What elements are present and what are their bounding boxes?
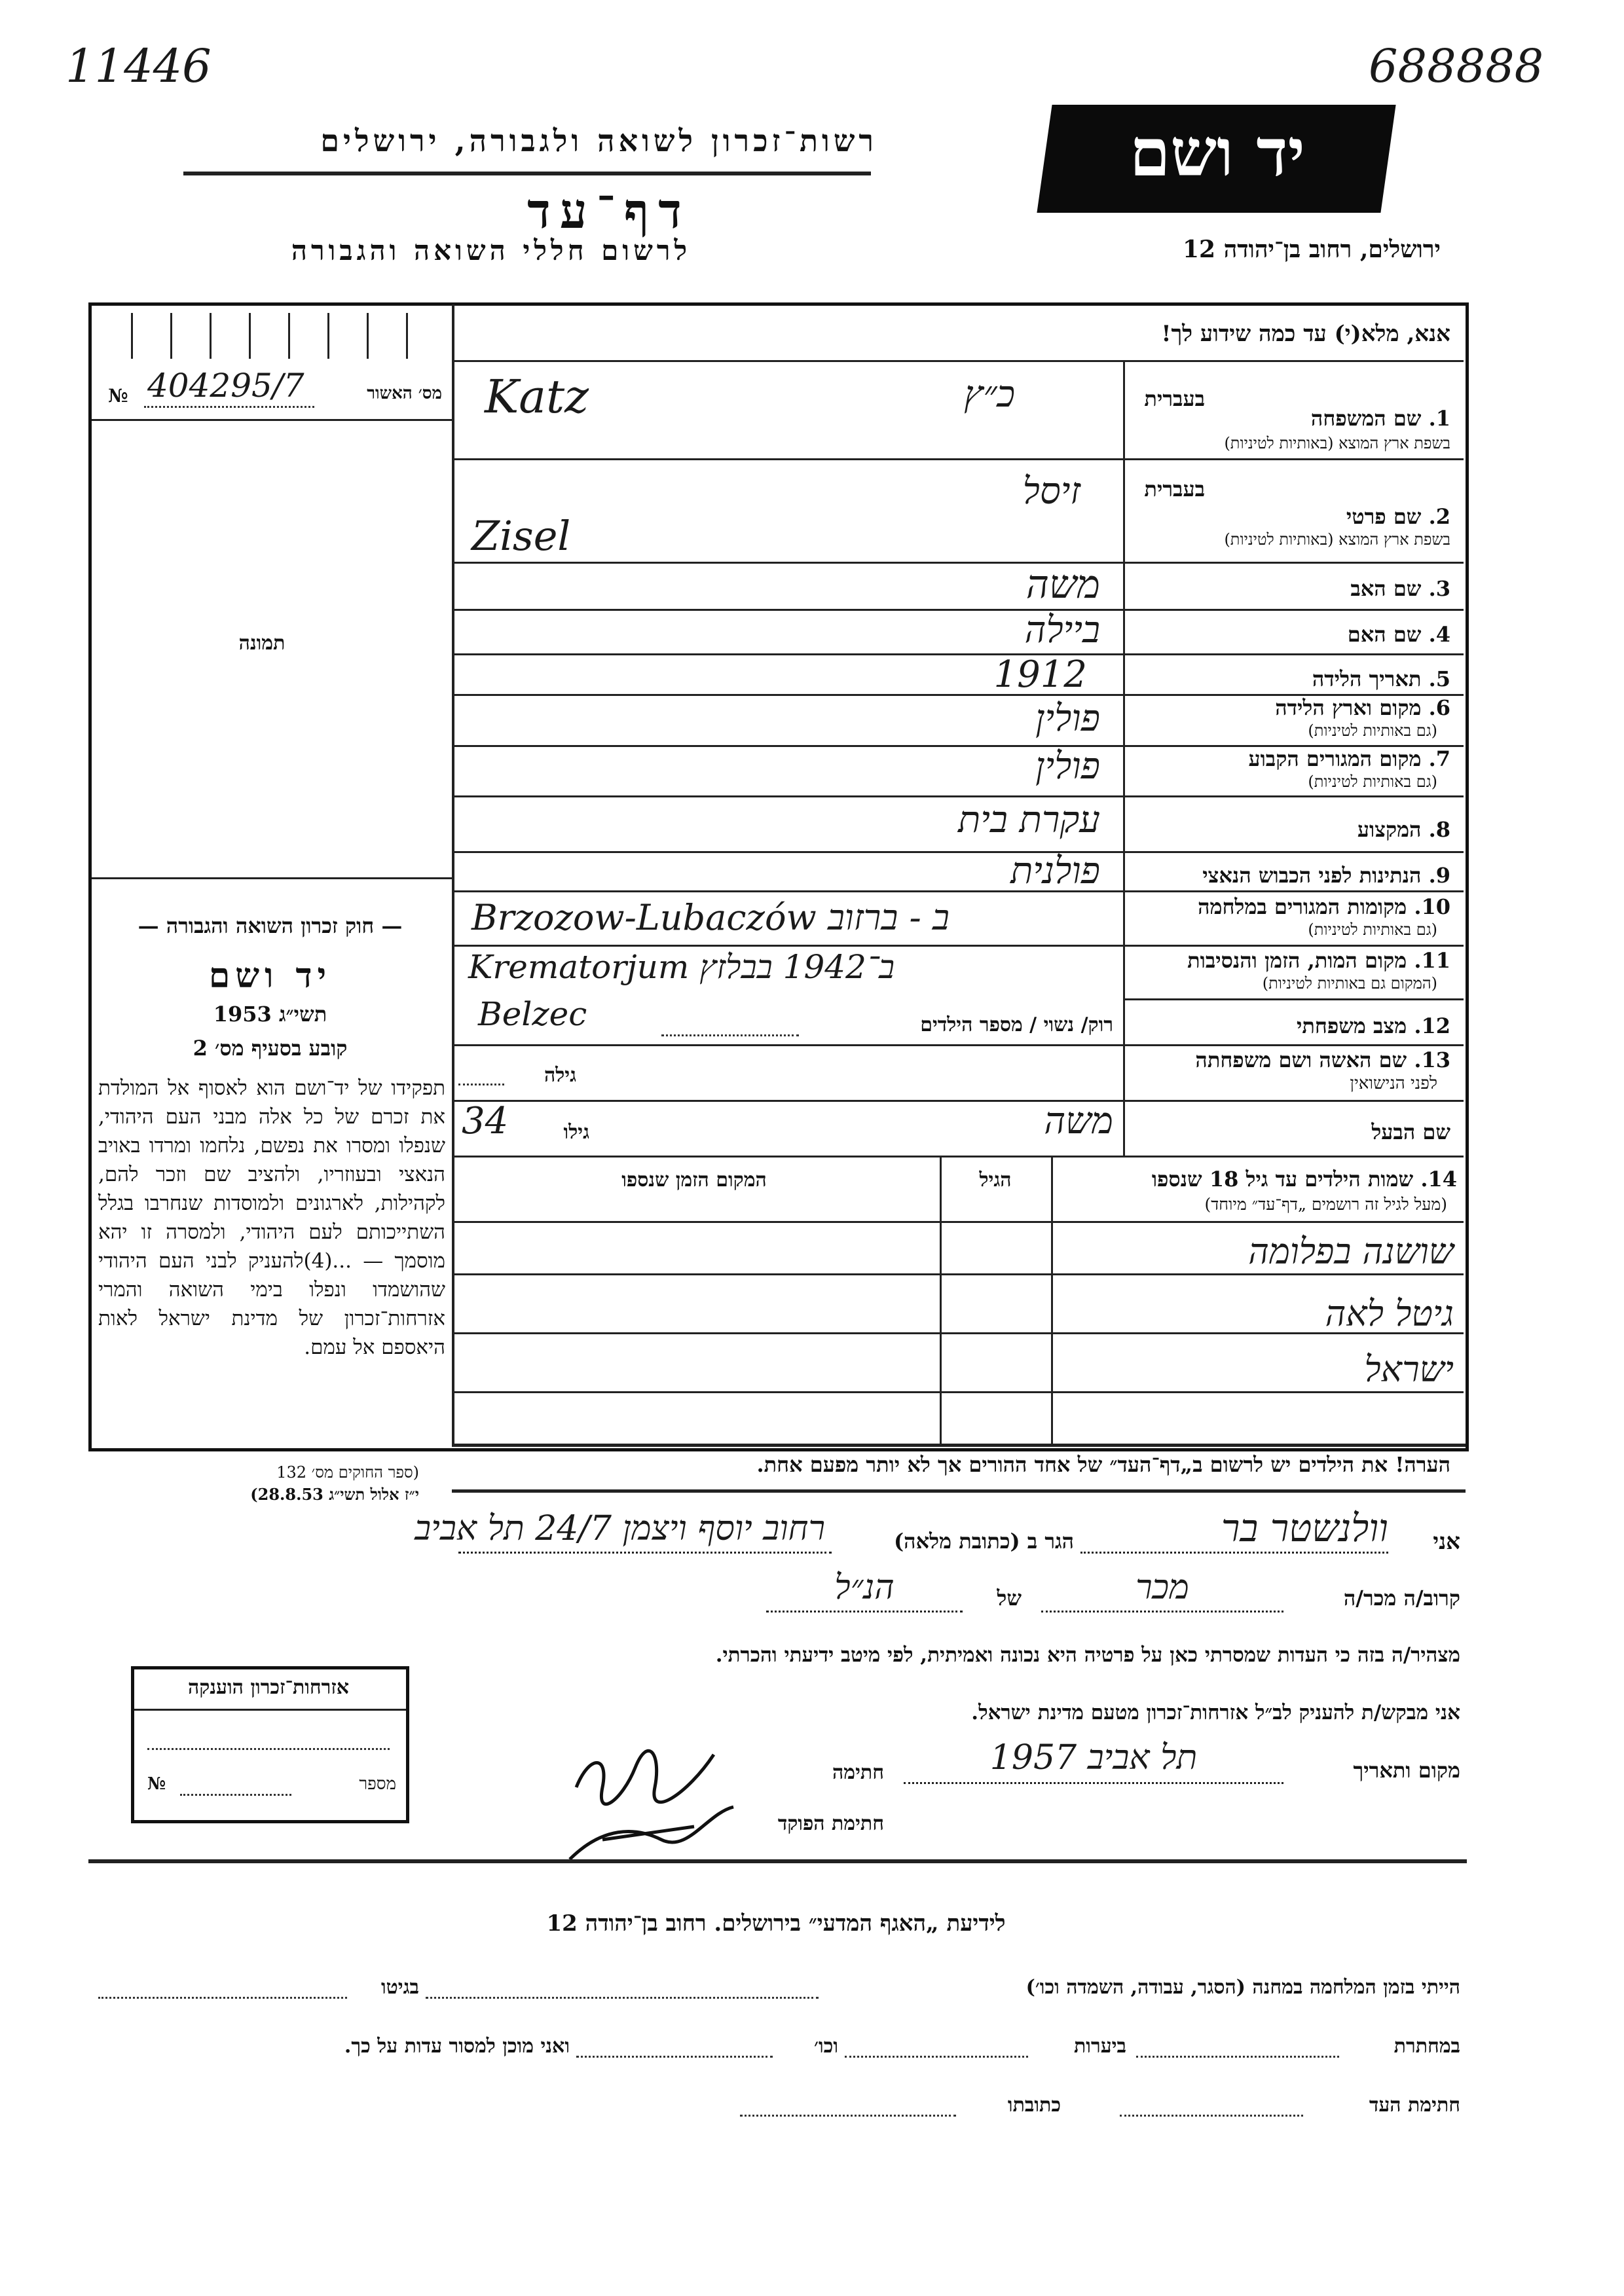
statement-2: אני מבקש/ת להעניק לב״ל אזרחות־זכרון מטעם מדינת ישראל. [971, 1701, 1460, 1724]
certificate-dots [144, 406, 314, 408]
page-title: דף־עד [527, 183, 691, 240]
field-10-sub: (גם באותיות לטיניות) [1308, 920, 1437, 939]
yad-vashem-logo [1037, 105, 1395, 213]
footer-ghetto: בגיטו [380, 1976, 419, 1999]
certificate-rule [92, 419, 452, 421]
footer-forests-dots [845, 2056, 1028, 2058]
commemoration-box [131, 1666, 409, 1823]
shel-dots [766, 1611, 963, 1613]
official-signature [570, 1807, 733, 1859]
footer-line-1-dots [426, 1997, 819, 1999]
footer-etc-dots [576, 2056, 773, 2058]
field-3-value: משה [1025, 562, 1100, 608]
declarant-dots [1080, 1552, 1388, 1554]
field-12-options: רוק/ נשוי / מספר הילדים [920, 1013, 1113, 1036]
archive-mark-top-left: 11446 [65, 39, 212, 93]
commemoration-dots-2 [180, 1794, 291, 1796]
field-1-sub: בשפת ארץ המוצא (באותיות לטיניות) [1224, 434, 1450, 452]
field-2-sub: בשפת ארץ המוצא (באותיות לטיניות) [1224, 530, 1450, 549]
field-7-value: פולין [1035, 745, 1100, 788]
commemoration-no-sign: № [147, 1774, 166, 1794]
photo-rule [92, 877, 452, 879]
law-year: תשי״ג 1953 [213, 1002, 327, 1027]
footer-underground-dots [1136, 2056, 1339, 2058]
photo-label: תמונה [238, 632, 286, 655]
husband-label: שם הבעל [1371, 1120, 1450, 1144]
certificate-no-sign: № [108, 385, 128, 407]
field-11-value: Krematorjum ב־1942 בבלזץ [468, 948, 895, 986]
form-bottom [452, 1444, 1466, 1447]
instruction: אנא, מלא(י) עד כמה שידוע לך! [1161, 321, 1450, 347]
field-7-rule [452, 795, 1464, 797]
field-9-value: פולנית [1010, 850, 1100, 892]
official-signature-label: חתימת הפוקד [777, 1812, 884, 1835]
footer-title: לידיעת „האגף המדעי״ בירושלים. רחוב בן־יהודה 12 [546, 1910, 1006, 1937]
footer-testimony: ואני מוכן למסור עדות על כך. [344, 2035, 570, 2058]
child-1: שושנה בפלומה [1248, 1231, 1454, 1272]
declarant-address: רחוב יוסף ויצמן 24/7 תל אביב [415, 1509, 825, 1548]
field-12-dots [661, 1034, 799, 1036]
field-10-value: Brzozow-Lubaczów ב - ברזוב [471, 897, 950, 938]
relation-value: מכר [1135, 1568, 1189, 1607]
law-ref-1: (ספר החוקים מס׳ 132 [276, 1463, 419, 1482]
field-13-sub: לפני הנישואין [1350, 1074, 1437, 1093]
signatures [563, 1728, 747, 1872]
children-col-age: הגיל [979, 1169, 1012, 1192]
field-1-rule [452, 458, 1464, 460]
law-name: יד ושם [208, 956, 332, 996]
law-title: — חוק זכרון השואה והגבורה — [138, 913, 403, 938]
field-4-value: ביילה [1024, 609, 1100, 651]
field-11-label: 11. מקום המות, הזמן והנסיבות [1187, 948, 1450, 973]
footer-forests: ביערות [1073, 2035, 1126, 2058]
field-5-value: 1912 [993, 653, 1087, 696]
law-body: תפקידו של יד־ושם הוא לאסוף אל המולדת את זכרם של כל אלה מבני העם היהודי, שנפלו ומסרו את נפשם, נלחמו ומרדו באויב הנאצי ובעוזריו, ולהציב שם וזכר להם, לקהילות, לארגונים ולמוסדות שנחרבו בגלל השתייכותם לעם היהודי, ולמסרה זו יהא מוסמך — ...(4)להעניק לבני העם היהודי שהושמדו ונפלו בימי השואה והמרי אזרחות־זכרון של מדינת ישראל לאות היאספם אל עמם. [98, 1076, 445, 1359]
field-1-label: 1. שם המשפחה [1310, 406, 1450, 431]
shel-label: של [997, 1586, 1022, 1611]
footer-top-rule [88, 1859, 1467, 1863]
law-clause: קובע בסעיף מס׳ 2 [193, 1036, 348, 1061]
label-column-divider [1123, 360, 1125, 1156]
footer-line-1: הייתי בזמן המלחמה במחנה (הסגר, עבודה, השמדה וכו׳) [1025, 1976, 1460, 1999]
field-7-label: 7. מקום המגורים הקבוע [1248, 746, 1450, 771]
footer-ghetto-dots [98, 1997, 347, 1999]
wife-age-label: גילה [544, 1064, 576, 1087]
child-3: ישראל [1364, 1349, 1454, 1390]
instruction-rule [452, 360, 1464, 362]
children-sub: (מעל לגיל זה רושמים „דף־עד״ מיוחד) [1204, 1195, 1447, 1214]
field-3-label: 3. שם האב [1350, 576, 1450, 601]
husband-age-label: גילו [563, 1121, 589, 1144]
field-1-latin-value: Katz [485, 370, 589, 424]
footer-witness-signature: חתימת העד [1369, 2094, 1460, 2117]
field-8-label: 8. המקצוע [1357, 817, 1450, 842]
commemoration-number-label: מספר [359, 1774, 396, 1794]
field-6-sub: (גם באותיות לטיניות) [1308, 721, 1437, 740]
footer-witness-dots [1120, 2115, 1303, 2117]
field-6-label: 6. מקום וארץ הלידה [1275, 695, 1450, 720]
field-12-rule [452, 1044, 1464, 1046]
footer-etc: וכו׳ [814, 2035, 838, 2058]
law-ref-2: י״ז אלול תשי״ג 28.8.53) [250, 1485, 419, 1504]
place-date-value: תל אביב 1957 [989, 1738, 1198, 1777]
wife-age-dots [458, 1084, 504, 1085]
children-label: 14. שמות הילדים עד גיל 18 שנספו [1151, 1167, 1457, 1192]
archive-mark-top-right: 688888 [1369, 39, 1544, 93]
statement-1: מצהיר/ה בזה כי העדות שמסרתי כאן על פרטיה היא נכונה ואמיתית, לפי מיטב ידיעתי והכרתי. [715, 1643, 1460, 1667]
husband-value: משה [1044, 1100, 1113, 1142]
child-2: גיטל לאה [1325, 1293, 1454, 1334]
place-date-dots [904, 1782, 1283, 1784]
field-8-value: עקרת בית [958, 799, 1100, 841]
relative-label: קרוב/ה מכר/ה [1343, 1586, 1460, 1611]
certificate-label: מס׳ האשור [367, 384, 442, 403]
children-age-left-divider [940, 1156, 942, 1444]
field-4-label: 4. שם האם [1347, 622, 1450, 647]
certificate-ticks [92, 306, 452, 359]
org-name: רשות־זכרון לשואה ולגבורה, ירושלים [320, 123, 877, 158]
org-underline [183, 172, 871, 175]
field-2-hebrew-value: זיסל [1022, 470, 1080, 513]
note: הערה! את הילדים יש לרשום ב„דף־העד״ של אחד ההורים אך לא יותר מפעם אחת. [756, 1452, 1450, 1477]
commemoration-title: אזרחות־זכרון הוענקה [187, 1676, 350, 1699]
org-address: ירושלים, רחוב בן־יהודה 12 [1182, 236, 1441, 263]
field-5-label: 5. תאריך הלידה [1312, 666, 1450, 691]
certificate-number: 404295/7 [147, 367, 304, 405]
address-dots [458, 1552, 832, 1554]
field-2-label: 2. שם פרטי [1346, 504, 1450, 529]
field-6-value: פולין [1035, 697, 1100, 740]
field-12-label: 12. מצב משפחתי [1297, 1013, 1450, 1038]
field-9-label: 9. הנתינות לפני הכבוש הנאצי [1202, 863, 1450, 888]
relation-dots [1041, 1611, 1283, 1613]
place-date-label: מקום ותאריך [1353, 1758, 1460, 1783]
note-rule [452, 1489, 1466, 1493]
commemoration-dots-1 [147, 1748, 390, 1750]
children-rule-3 [452, 1391, 1464, 1393]
residing-label: הגר ב (כתובת מלאה) [894, 1529, 1074, 1554]
footer-address-label: כתובתו [1007, 2094, 1061, 2117]
declarant-name: וולנשטר בר [1221, 1506, 1388, 1550]
husband-age-value: 34 [462, 1100, 509, 1142]
field-11-rule [1123, 998, 1464, 1000]
children-age-right-divider [1051, 1156, 1053, 1444]
declaration-ani: אני [1433, 1529, 1460, 1555]
children-col-place: המקום הזמן שנספו [621, 1169, 767, 1192]
field-11-sub: (המקום גם באותיות לטיניות) [1262, 974, 1437, 993]
field-10-label: 10. מקומות המגורים במלחמה [1198, 894, 1450, 919]
field-1-hebrew-value: כ״ץ [964, 373, 1015, 416]
children-header-rule [452, 1221, 1464, 1223]
field-9-rule [452, 890, 1464, 892]
footer-address-dots [740, 2115, 956, 2117]
field-2-latin-value: Zisel [471, 512, 571, 560]
field-11-value-2: Belzec [478, 995, 587, 1033]
commemoration-rule [134, 1709, 406, 1711]
field-7-sub: (גם באותיות לטיניות) [1308, 773, 1437, 791]
shel-value: הנ״ל [834, 1568, 895, 1607]
logo-text: יד ושם [1129, 114, 1305, 191]
declarant-signature [576, 1751, 714, 1804]
children-rule-1 [452, 1273, 1464, 1275]
field-1-hebrew-tag: בעברית [1144, 386, 1205, 411]
field-10-rule [452, 945, 1464, 947]
husband-rule [452, 1156, 1464, 1157]
page-subtitle: לרשום חללי השואה והגבורה [291, 234, 692, 266]
footer-underground: במחתרת [1393, 2035, 1460, 2058]
left-column-divider [452, 304, 454, 1444]
field-2-hebrew-tag: בעברית [1144, 477, 1205, 501]
field-13-label: 13. שם האשה ושם משפחתה [1195, 1048, 1450, 1072]
signature-label: חתימה [832, 1761, 884, 1784]
